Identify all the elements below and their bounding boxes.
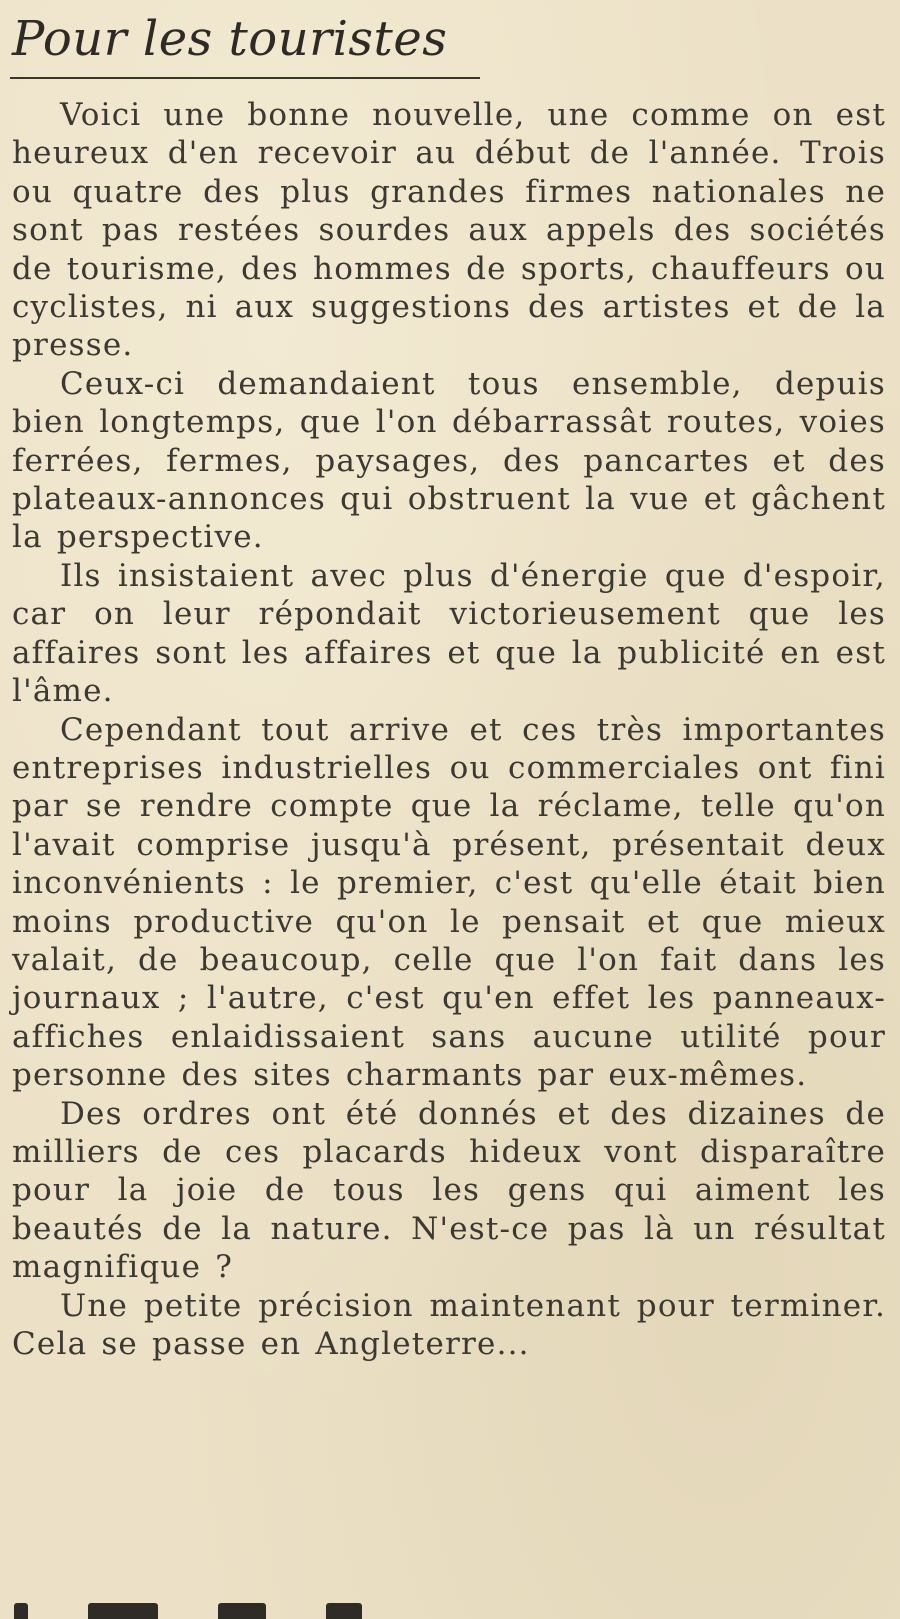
article-paragraph-4: Cependant tout arrive et ces très importantes entreprises industrielles ou commerciales ont fini par se rendre compte que la réclame, telle qu'on l'avait comprise jusqu'à présent, présentait deux inconvénients : le premier, c'est qu'elle était bien moins productive qu'on le pensait et que mieux valait, de beaucoup, celle que l'on fait dans les journaux ; l'autre, c'est qu'en effet les panneaux-affiches enlaidissaient sans aucune utilité pour personne des sites charmants par eux-mêmes. [12,711,886,1094]
headline-rule [10,77,480,79]
article-paragraph-1: Voici une bonne nouvelle, une comme on est heureux d'en recevoir au début de l'année. Trois ou quatre des plus grandes firmes nationales ne sont pas restées sourdes aux appels des sociétés de tourisme, des hommes de sports, chauffeurs ou cyclistes, ni aux suggestions des artistes et de la presse. [12,97,886,364]
article-paragraph-2: Ceux-ci demandaient tous ensemble, depuis bien longtemps, que l'on débarrassât routes, voies ferrées, fermes, paysages, des pancartes et des plateaux-annonces qui obstruent la vue et gâchent la perspective. [12,365,886,556]
next-article-cutoff [14,1603,614,1619]
article-headline: Pour les touristes [12,11,448,67]
article-paragraph-5: Des ordres ont été donnés et des dizaines de milliers de ces placards hideux vont disparaître pour la joie de tous les gens qui aiment les beautés de la nature. N'est-ce pas là un résultat magnifique ? [12,1095,886,1286]
article-paragraph-6: Une petite précision maintenant pour terminer. Cela se passe en Angleterre... [12,1287,886,1362]
article-paragraph-3: Ils insistaient avec plus d'énergie que d'espoir, car on leur répondait victorieusement que les affaires sont les affaires et que la publicité en est l'âme. [12,557,886,710]
article-body [12,96,886,1363]
